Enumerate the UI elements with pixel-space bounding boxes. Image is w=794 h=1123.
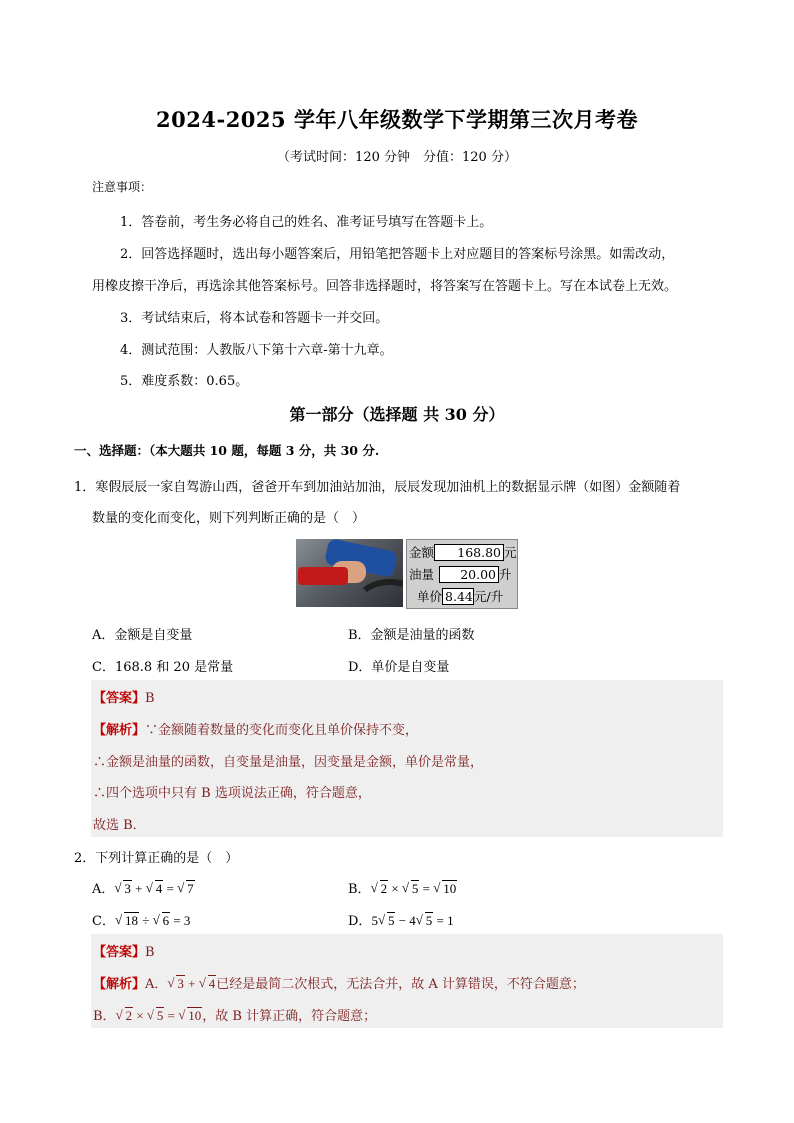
- q1-analysis-4: 故选 B．: [93, 818, 146, 833]
- price-label: 单价: [417, 589, 443, 604]
- notice-item-3: 3．考试结束后，将本试卷和答题卡一并交回。: [120, 311, 389, 326]
- q1-analysis-label: 【解析】: [93, 723, 146, 738]
- q2-option-c: [92, 910, 190, 929]
- q2-answer-box: [91, 934, 723, 1028]
- q2-option-d-prefix: D．: [348, 914, 372, 929]
- amount-unit: 元: [504, 545, 517, 560]
- q1-option-d: D．单价是自变量: [348, 660, 450, 675]
- q1-option-c: C．168.8 和 20 是常量: [92, 660, 234, 675]
- price-value: 8.44: [442, 588, 474, 605]
- notice-item-5: 5．难度系数：0.65。: [120, 374, 249, 389]
- q2-option-a-formula: √ 3 + √ 4 = √ 7: [114, 881, 194, 896]
- q2-option-b: [348, 878, 457, 897]
- q2-answer-label: 【答案】: [93, 945, 146, 960]
- q2-analysis-label: 【解析】: [93, 977, 146, 992]
- q1-answer-box: [91, 680, 723, 837]
- q1-stem-line2: 数量的变化而变化，则下列判断正确的是（ ）: [92, 511, 366, 526]
- amount-value: 168.80: [434, 544, 504, 561]
- notice-heading: 注意事项：: [92, 180, 153, 194]
- price-unit: 元/升: [474, 589, 504, 604]
- q1-analysis-3: ∴四个选项中只有 B 选项说法正确，符合题意，: [93, 786, 371, 801]
- notice-item-2: 2．回答选择题时，选出每小题答案后，用铅笔把答题卡上对应题目的答案标号涂黑。如需改动，: [120, 247, 675, 262]
- volume-value: 20.00: [439, 566, 499, 583]
- q1-answer: B: [145, 691, 155, 706]
- q2-stem: 2．下列计算正确的是（ ）: [74, 851, 239, 866]
- q2-analysis-1-formula: √ 3 + √ 4: [167, 976, 216, 991]
- q1-stem-line1: 1．寒假辰辰一家自驾游山西，爸爸开车到加油站加油，辰辰发现加油机上的数据显示牌（如图）金额随着: [74, 480, 681, 495]
- q2-analysis-1-prefix: A．: [145, 977, 168, 992]
- q2-option-c-prefix: C．: [92, 914, 115, 929]
- notice-item-2-cont: 用橡皮擦干净后，再选涂其他答案标号。回答非选择题时，将答案写在答题卡上。写在本试卷上无效。: [92, 279, 678, 294]
- q2-option-a-prefix: A．: [92, 882, 115, 897]
- part-heading: 一、选择题：（本大题共 10 题，每题 3 分，共 30 分.: [74, 443, 380, 458]
- q2-option-d: [348, 910, 454, 929]
- amount-label: 金额: [409, 545, 435, 560]
- q1-answer-label: 【答案】: [93, 691, 146, 706]
- exam-info: （考试时间：120 分钟 分值：120 分）: [277, 150, 517, 165]
- q2-analysis-2-formula: √ 2 × √ 5 = √ 10: [116, 1008, 203, 1023]
- q1-option-a: A．金额是自变量: [92, 628, 193, 643]
- q2-answer: B: [145, 945, 155, 960]
- fuel-pump-display: [406, 539, 518, 609]
- q2-option-d-formula: 5√ 5 − 4√ 5 = 1: [371, 913, 453, 928]
- q2-analysis-2-text: ，故 B 计算正确，符合题意；: [202, 1009, 377, 1024]
- q2-option-b-formula: √ 2 × √ 5 = √ 10: [371, 881, 458, 896]
- volume-unit: 升: [499, 567, 512, 582]
- page-title: 2024-2025 学年八年级数学下学期第三次月考卷: [156, 107, 638, 132]
- notice-item-4: 4．测试范围：人教版八下第十六章-第十九章。: [120, 343, 393, 358]
- q2-option-b-prefix: B．: [348, 882, 371, 897]
- volume-label: 油量: [409, 567, 435, 582]
- q1-analysis-2: ∴金额是油量的函数，自变量是油量，因变量是金额，单价是常量，: [93, 755, 484, 770]
- notice-item-1: 1．答卷前，考生务必将自己的姓名、准考证号填写在答题卡上。: [120, 215, 493, 230]
- fuel-nozzle-photo: [296, 539, 403, 607]
- section-title: 第一部分（选择题 共 30 分）: [289, 405, 505, 424]
- q1-analysis-1: ∵金额随着数量的变化而变化且单价保持不变，: [145, 723, 419, 738]
- q2-option-c-formula: √ 18 ÷ √ 6 = 3: [115, 913, 190, 928]
- q2-option-a: [92, 878, 195, 897]
- q2-analysis-1-text: 已经是最简二次根式，无法合并，故 A 计算错误，不符合题意；: [216, 977, 585, 992]
- q1-option-b: B．金额是油量的函数: [348, 628, 475, 643]
- q2-analysis-2-prefix: B．: [93, 1009, 116, 1024]
